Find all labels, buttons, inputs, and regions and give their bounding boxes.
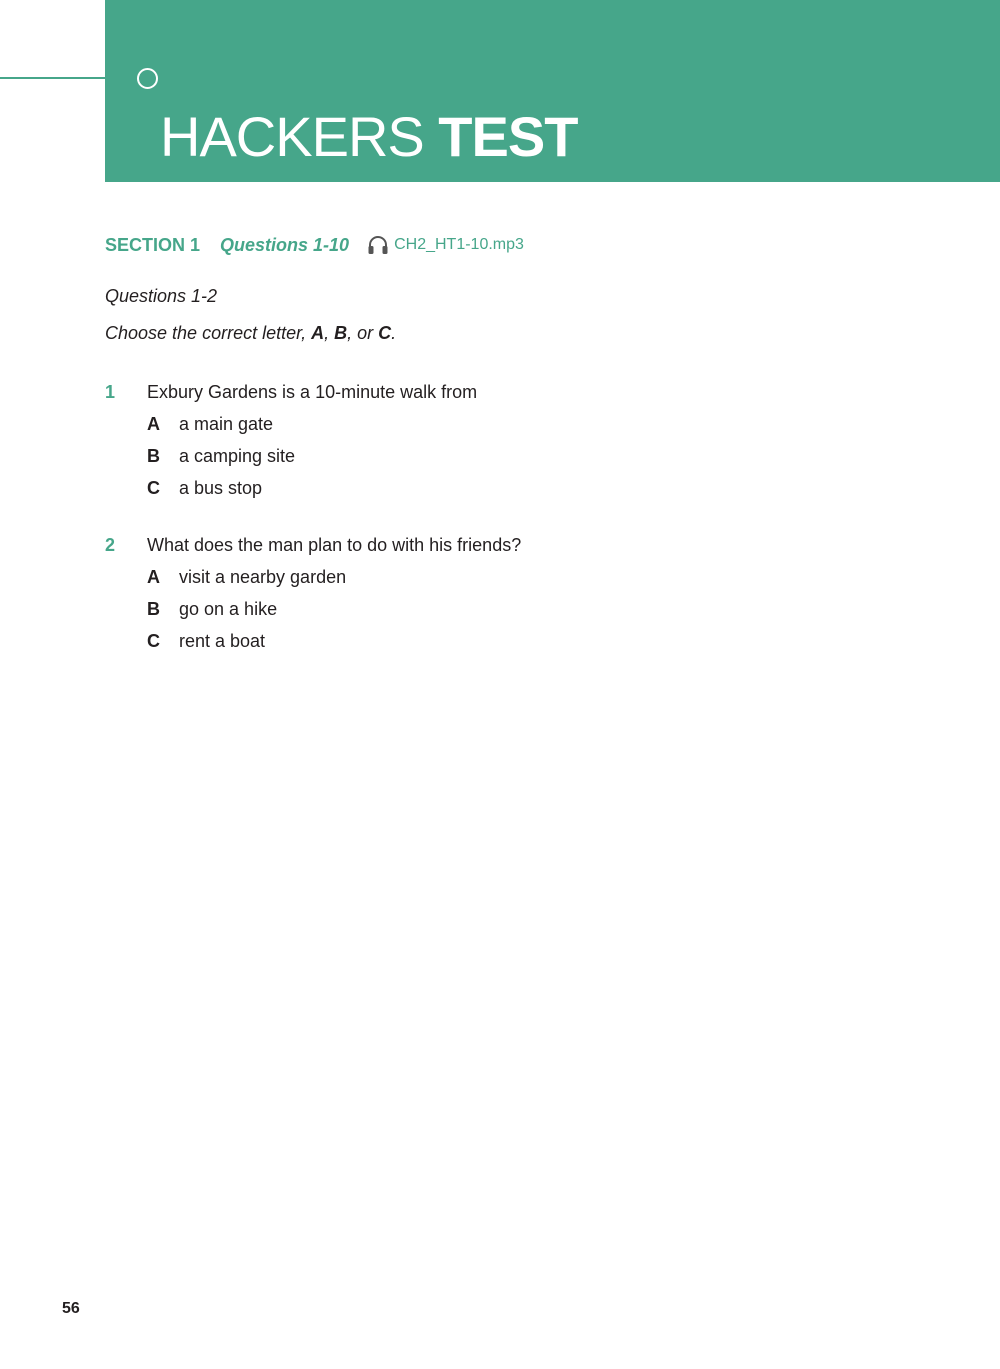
- option-a[interactable]: [105, 412, 805, 436]
- option-letter: B: [147, 446, 160, 466]
- question-2: [105, 533, 805, 653]
- option-c[interactable]: [105, 629, 805, 653]
- option-text: go on a hike: [179, 599, 278, 619]
- headphones-icon: [367, 235, 389, 255]
- option-letter: A: [147, 414, 160, 434]
- option-text: a main gate: [179, 414, 274, 434]
- question-range: Questions 1-2: [105, 286, 218, 306]
- question-text: What does the man plan to do with his friends?: [147, 535, 522, 555]
- header-rule: [0, 77, 105, 79]
- option-c[interactable]: [105, 476, 805, 500]
- audio-track[interactable]: [367, 235, 524, 255]
- option-letter: A: [147, 567, 160, 587]
- option-a[interactable]: [105, 565, 805, 589]
- option-letter: C: [147, 478, 160, 498]
- option-letter: C: [147, 631, 160, 651]
- instruction-text: [105, 323, 396, 344]
- instruction-end: .: [391, 323, 397, 343]
- audio-file-name: CH2_HT1-10.mp3: [394, 236, 524, 253]
- instruction-letter-c: C: [378, 323, 392, 343]
- instruction-letter-a: A: [311, 323, 325, 343]
- question-1: [105, 380, 805, 500]
- instruction-letter-b: B: [334, 323, 348, 343]
- instruction-sep: ,: [324, 323, 335, 343]
- option-text: a camping site: [179, 446, 296, 466]
- title-bold: TEST: [438, 105, 578, 168]
- instruction-prefix: Choose the correct letter,: [105, 323, 312, 343]
- question-number: 2: [105, 535, 116, 555]
- page-title: [160, 104, 577, 170]
- section-label: SECTION 1: [105, 234, 201, 255]
- question-number: 1: [105, 382, 116, 402]
- option-b[interactable]: [105, 444, 805, 468]
- option-text: visit a nearby garden: [179, 567, 347, 587]
- question-text: Exbury Gardens is a 10-minute walk from: [147, 382, 478, 402]
- circle-icon: [137, 68, 158, 89]
- section-heading: [105, 233, 524, 257]
- option-b[interactable]: [105, 597, 805, 621]
- title-regular: HACKERS: [160, 105, 424, 168]
- option-text: rent a boat: [179, 631, 266, 651]
- page-number: 56: [62, 1300, 80, 1317]
- option-text: a bus stop: [179, 478, 263, 498]
- option-letter: B: [147, 599, 160, 619]
- section-questions: Questions 1-10: [220, 234, 350, 255]
- instruction-sep: , or: [347, 323, 379, 343]
